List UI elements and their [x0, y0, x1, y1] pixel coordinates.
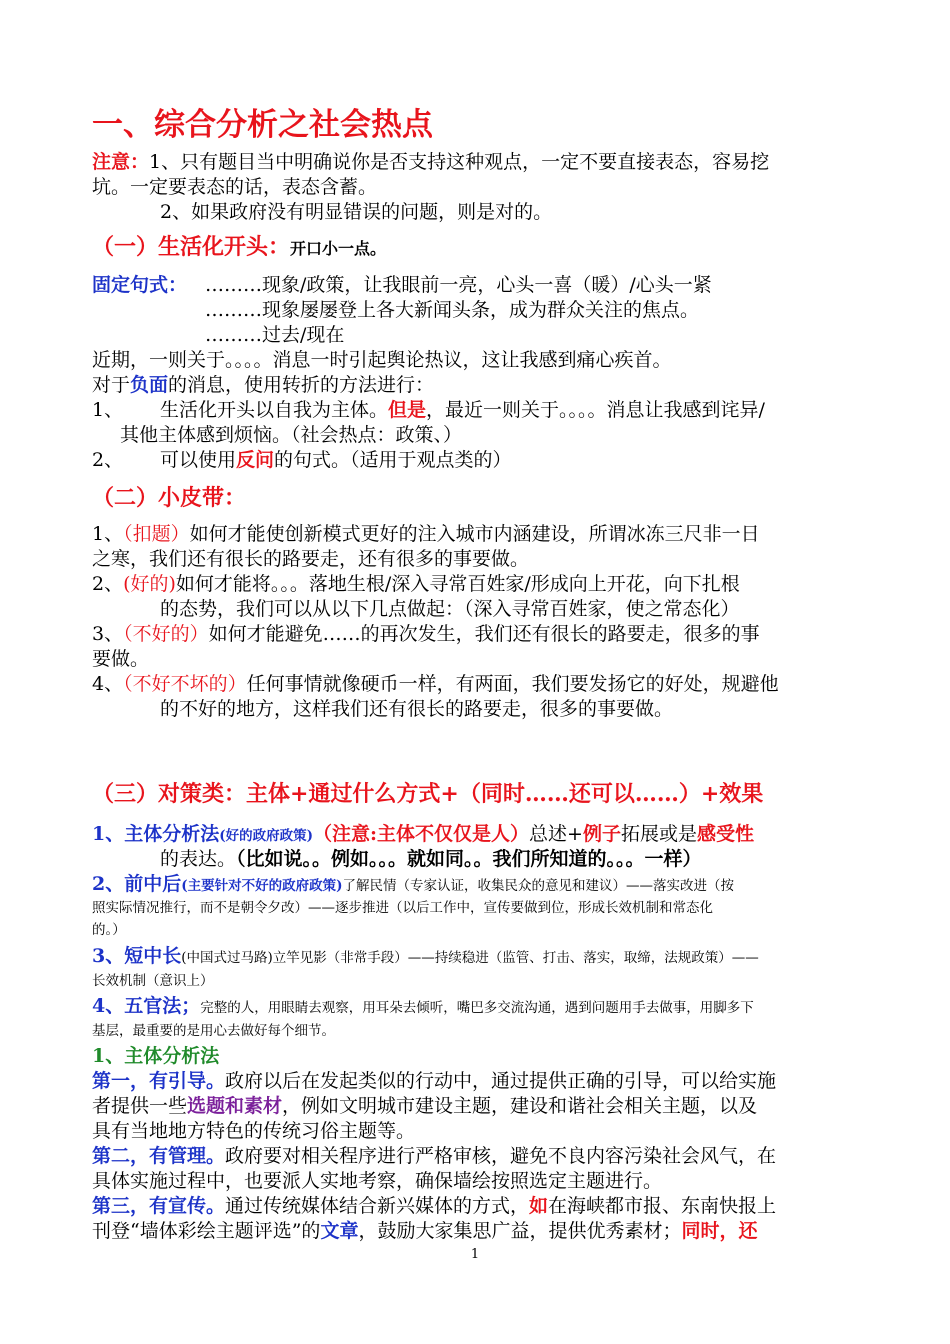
text-fragment: ，最近一则关于。。。。消息让我感到诧异/	[426, 399, 765, 421]
point-3-line-2	[92, 1219, 757, 1243]
section-1-heading	[92, 233, 386, 263]
highlight-also: 同时，还	[681, 1220, 758, 1242]
item-2-line-1	[160, 448, 512, 472]
belt-4-line-2: 的不好的地方，这样我们还有很长的路要走，很多的事要做。	[160, 698, 674, 720]
text-fragment: 刊登“墙体彩绘主题评选”的	[92, 1220, 321, 1242]
text-fragment: 在海峡都市报、东南快报上	[548, 1195, 777, 1217]
notice-text-1: 1、只有题目当中明确说你是否支持这种观点，一定不要直接表态，容易挖	[149, 151, 770, 173]
method-1-warning: （注意:主体不仅仅是人）	[313, 823, 530, 845]
section-1-title: （一）生活化开头：	[92, 234, 291, 260]
text-fragment: 1、	[92, 523, 124, 545]
method-1-note: (好的政府政策)	[219, 828, 314, 844]
notice-label: 注意：	[92, 151, 150, 173]
belt-2-line-2: 的态势，我们可以从以下几点做起：（深入寻常百姓家，使之常态化）	[160, 598, 740, 620]
fixed-sentence-2: ………现象屡屡登上各大新闻头条，成为群众关注的焦点。	[205, 299, 700, 321]
text-fragment: 的表达。	[160, 848, 237, 870]
text-fragment: 如何才能将。。。落地生根/深入寻常百姓家/形成向上开花，向下扎根	[175, 573, 740, 595]
method-4-line-2: 基层，最重要的是用心去做好每个细节。	[92, 1023, 335, 1039]
highlight-such-as: 如	[529, 1195, 549, 1217]
highlight-negative: 负面	[130, 374, 169, 396]
text-fragment: 可以使用	[160, 449, 237, 471]
text-fragment: 的消息，使用转折的方法进行：	[168, 374, 435, 396]
point-1-line-3: 具有当地地方特色的传统习俗主题等。	[92, 1120, 416, 1142]
highlight-topics: 选题和素材	[187, 1095, 283, 1117]
point-1-line-2	[92, 1094, 757, 1118]
notice-line-2: 坑。一定要表态的话，表态含蓄。	[92, 176, 378, 198]
method-3-line-2: 长效机制（意识上）	[92, 973, 214, 989]
belt-3-line-1	[92, 622, 760, 646]
point-3-line-1	[92, 1194, 776, 1218]
method-4-line-1	[92, 994, 754, 1020]
text-fragment: ，鼓励大家集思广益，提供优秀素材；	[358, 1220, 682, 1242]
item-1-line-2: 其他主体感到烦恼。（社会热点：政策、）	[120, 424, 463, 446]
text-fragment: 如何才能使创新模式更好的注入城市内涵建设，所谓冰冻三尺非一日	[189, 523, 760, 545]
section-2-heading: （二）小皮带：	[92, 485, 247, 511]
text-fragment: 2、	[92, 573, 124, 595]
point-1-line-1	[92, 1069, 776, 1093]
highlight-but: 但是	[388, 399, 427, 421]
section-1-subtitle: 开口小一点。	[290, 239, 387, 258]
text-fragment: 者提供一些	[92, 1095, 188, 1117]
method-1-line-2	[160, 847, 702, 871]
highlight-example: 例子	[582, 823, 621, 845]
method-2-note: (主要针对不好的政府政策)	[181, 878, 343, 894]
method-2-title: 2、前中后	[92, 873, 182, 895]
belt-4-line-1	[92, 672, 779, 696]
belt-1-line-2: 之寒，我们还有很长的路要走，还有很多的事要做。	[92, 548, 530, 570]
fixed-sentence-label: 固定句式：	[92, 274, 188, 296]
text-fragment: 任何事情就像硬币一样，有两面，我们要发扬它的好处，规避他	[246, 673, 779, 695]
text-fragment: 如何才能避免……的再次发生，我们还有很长的路要走，很多的事	[208, 623, 760, 645]
text-fragment: 总述+	[529, 823, 583, 845]
text-fragment: 4、	[92, 673, 124, 695]
belt-2-tag: (好的)	[123, 573, 176, 595]
method-2-line-1	[92, 872, 734, 898]
item-2-number: 2、	[92, 449, 124, 471]
method-3-title: 3、短中长	[92, 945, 182, 967]
method-1-examples: （比如说。。例如。。。就如同。。我们所知道的。。。一样）	[236, 848, 702, 870]
method-1-title: 1、主体分析法	[92, 823, 220, 845]
text-fragment: 通过传统媒体结合新兴媒体的方式，	[225, 1195, 530, 1217]
method-2-line-3: 的。）	[92, 922, 126, 938]
text-fragment: ，例如文明城市建设主题，建设和谐社会相关主题，以及	[282, 1095, 758, 1117]
belt-1-line-1	[92, 522, 760, 546]
paragraph-negative	[92, 373, 434, 397]
point-2-line-2: 具体实施过程中，也要派人实地考察，确保墙绘按照选定主题进行。	[92, 1170, 663, 1192]
text-fragment: 对于	[92, 374, 131, 396]
text-fragment: (中国式过马路)立竿见影（非常手段）——持续稳进（监管、打击、落实，取缔，法规政策）——	[181, 950, 759, 966]
method-1-line-1	[92, 822, 754, 848]
text-fragment: 拓展或是	[620, 823, 697, 845]
highlight-article: 文章	[320, 1220, 359, 1242]
item-1-number: 1、	[92, 399, 124, 421]
text-fragment: 政府要对相关程序进行严格审核，避免不良内容污染社会风气，在	[225, 1145, 777, 1167]
method-3-line-1	[92, 944, 759, 970]
text-fragment: 完整的人，用眼睛去观察，用耳朵去倾听，嘴巴多交流沟通，遇到问题用手去做事，用脚多下	[200, 1000, 754, 1016]
belt-3-line-2: 要做。	[92, 648, 150, 670]
notice-line-3: 2、如果政府没有明显错误的问题，则是对的。	[160, 201, 553, 223]
point-2-title: 第二，有管理。	[92, 1145, 226, 1167]
point-3-title: 第三，有宣传。	[92, 1195, 226, 1217]
highlight-rhetorical: 反问	[236, 449, 275, 471]
section-3-heading: （三）对策类：主体+通过什么方式+（同时……还可以……）+效果	[92, 781, 764, 807]
text-fragment: 了解民情（专家认证，收集民众的意见和建议）——落实改进（按	[342, 878, 735, 894]
fixed-sentence-line-1	[92, 273, 187, 297]
subject-analysis-heading: 1、主体分析法	[92, 1045, 220, 1067]
point-1-title: 第一，有引导。	[92, 1070, 226, 1092]
belt-1-tag: （扣题）	[123, 523, 190, 545]
highlight-feeling: 感受性	[696, 823, 754, 845]
belt-2-line-1	[92, 572, 740, 596]
paragraph-recent: 近期，一则关于。。。。消息一时引起舆论热议，这让我感到痛心疾首。	[92, 349, 672, 371]
method-2-line-2: 照实际情况推行，而不是朝令夕改）——逐步推进（以后工作中，宣传要做到位，形成长效机制和常态化	[92, 900, 713, 916]
notice-line-1	[92, 150, 769, 174]
belt-4-tag: （不好不坏的）	[123, 673, 247, 695]
text-fragment: 政府以后在发起类似的行动中，通过提供正确的引导，可以给实施	[225, 1070, 777, 1092]
text-fragment: 生活化开头以自我为主体。	[160, 399, 389, 421]
item-1-line-1	[160, 398, 765, 422]
page-title: 一、综合分析之社会热点	[92, 107, 433, 143]
point-2-line-1	[92, 1144, 776, 1168]
fixed-sentence-3: ………过去/现在	[205, 324, 345, 346]
page-number: 1	[470, 1247, 480, 1262]
text-fragment: 3、	[92, 623, 124, 645]
fixed-sentence-1: ………现象/政策，让我眼前一亮，心头一喜（暖）/心头一紧	[205, 274, 712, 296]
text-fragment: 的句式。（适用于观点类的）	[274, 449, 512, 471]
belt-3-tag: （不好的）	[123, 623, 209, 645]
method-4-title: 4、五官法；	[92, 995, 201, 1017]
